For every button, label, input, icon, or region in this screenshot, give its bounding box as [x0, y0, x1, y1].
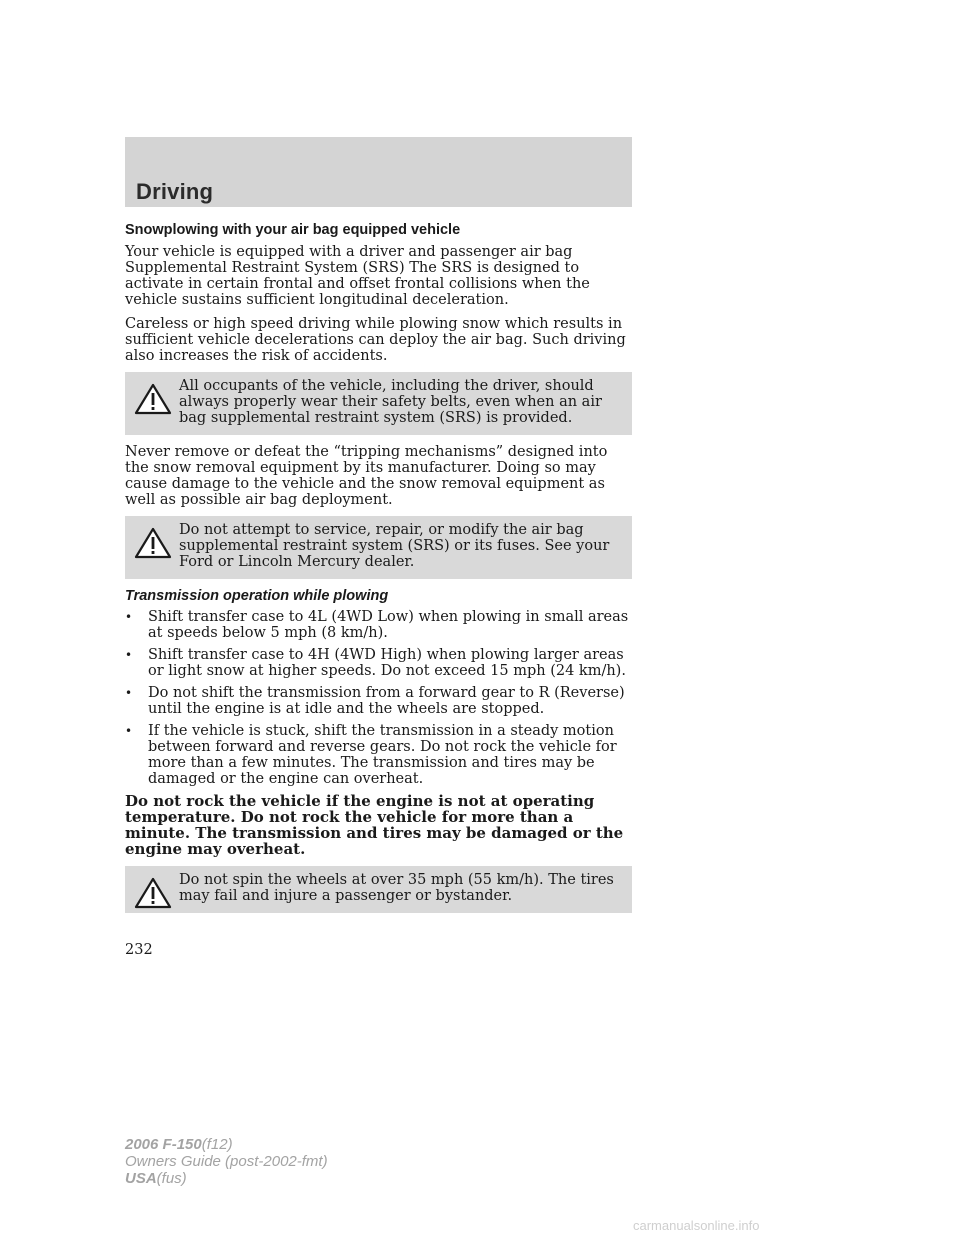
- warning-triangle-icon: [133, 876, 173, 910]
- page-number: 232: [125, 942, 153, 958]
- warning-box: [125, 866, 632, 913]
- list-item-text: If the vehicle is stuck, shift the transmission in a steady motion between forward and reverse gears. Do not rock the vehicle for more than a few minutes. The transmission and tires may be damaged or the engine can overheat.: [148, 723, 617, 787]
- list-item: [125, 685, 632, 717]
- bold-paragraph: Do not rock the vehicle if the engine is not at operating temperature. Do not rock the vehicle for more than a minute. The transmission and tires may be damaged or the engine may overheat.: [125, 792, 624, 858]
- paragraph: Careless or high speed driving while plowing snow which results in sufficient vehicle decelerations can deploy the air bag. Such driving also increases the risk of accidents.: [125, 316, 626, 364]
- footer-line-1: [125, 1136, 328, 1153]
- list-item-text: Shift transfer case to 4H (4WD High) when plowing larger areas or light snow at higher speeds. Do not exceed 15 mph (24 km/h).: [148, 647, 626, 679]
- footer-model: 2006 F-150: [125, 1136, 202, 1153]
- warning-text: Do not attempt to service, repair, or modify the air bag supplemental restraint system (SRS) or its fuses. See your Ford or Lincoln Mercury dealer.: [179, 522, 610, 570]
- bullet-icon: •: [125, 686, 133, 700]
- section-header-band: [125, 137, 632, 207]
- warning-text: All occupants of the vehicle, including the driver, should always properly wear their safety belts, even when an air bag supplemental restraint system (SRS) is provided.: [179, 378, 602, 426]
- list-item: [125, 609, 632, 641]
- bullet-icon: •: [125, 724, 133, 738]
- watermark: carmanualsonline.info: [633, 1218, 760, 1233]
- bullet-icon: •: [125, 610, 133, 624]
- footer-line-3: [125, 1170, 328, 1187]
- snowplowing-heading: Snowplowing with your air bag equipped vehicle: [125, 222, 461, 238]
- bullet-list: [125, 609, 632, 787]
- warning-triangle-icon: [133, 382, 173, 416]
- document-footer: [125, 1136, 328, 1187]
- footer-model-code: (f12): [201, 1136, 233, 1153]
- list-item-text: Shift transfer case to 4L (4WD Low) when plowing in small areas at speeds below 5 mph (8 km/h).: [148, 609, 629, 641]
- transmission-heading: Transmission operation while plowing: [125, 588, 389, 604]
- warning-box: [125, 516, 632, 579]
- warning-triangle-icon: [133, 526, 173, 560]
- list-item-text: Do not shift the transmission from a forward gear to R (Reverse) until the engine is at idle and the wheels are stopped.: [148, 685, 625, 717]
- paragraph: Your vehicle is equipped with a driver and passenger air bag Supplemental Restraint System (SRS) The SRS is designed to activate in certain frontal and offset frontal collisions when the vehicle sustains sufficient longitudinal deceleration.: [125, 244, 590, 308]
- list-item: [125, 723, 632, 787]
- list-item: [125, 647, 632, 679]
- paragraph: Never remove or defeat the “tripping mechanisms” designed into the snow removal equipment by its manufacturer. Doing so may cause damage to the vehicle and the snow removal equipment as well as possible air bag deployment.: [125, 444, 608, 508]
- bullet-icon: •: [125, 648, 133, 662]
- footer-market: USA: [125, 1170, 157, 1187]
- footer-line-2: Owners Guide (post-2002-fmt): [125, 1153, 328, 1170]
- section-title: Driving: [136, 179, 214, 204]
- warning-text: Do not spin the wheels at over 35 mph (55 km/h). The tires may fail and injure a passenger or bystander.: [179, 872, 614, 904]
- page-content: [125, 222, 632, 922]
- warning-box: [125, 372, 632, 435]
- footer-market-code: (fus): [156, 1170, 187, 1187]
